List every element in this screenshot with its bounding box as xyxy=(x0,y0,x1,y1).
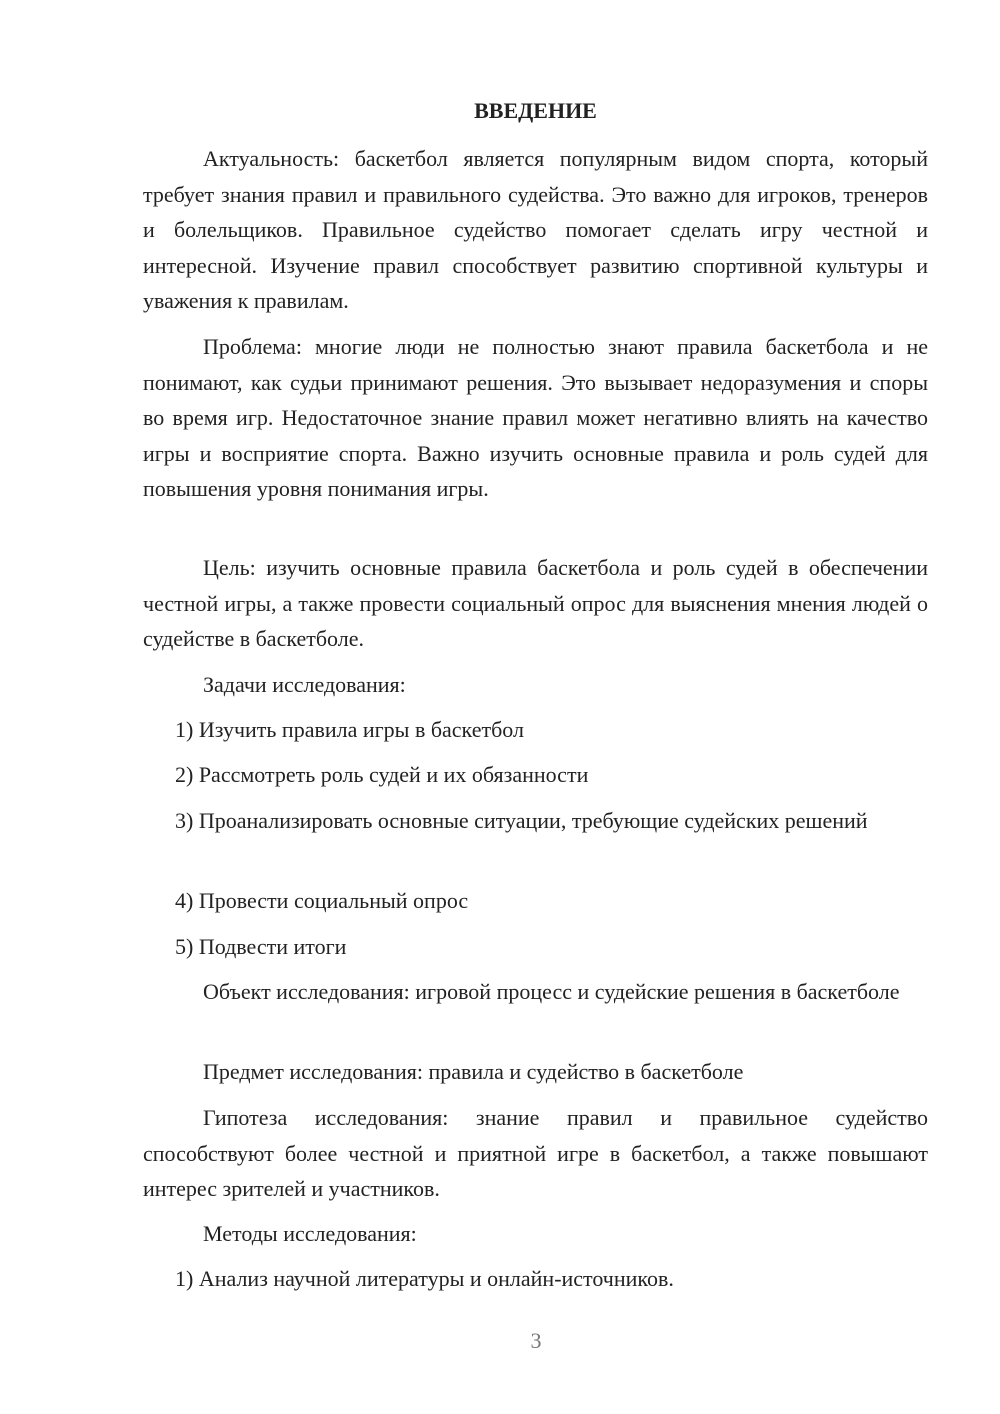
task-item: 1) Изучить правила игры в баскетбол xyxy=(175,717,524,742)
subject-paragraph: Предмет исследования: правила и судейство в баскетболе xyxy=(203,1059,744,1084)
object-paragraph: Объект исследования: игровой процесс и судейские решения в баскетболе xyxy=(203,979,900,1004)
problem-paragraph: Проблема: многие люди не полностью знают правила баскетбола и не понимают, как судьи принимают решения. Это вызывает недоразумения и споры во время игр. Недостаточное знание правил может негативно влиять на качество игры и восприятие спорта. Важно изучить основные правила и роль судей для повышения уровня понимания игры. xyxy=(143,334,928,501)
method-item: 1) Анализ научной литературы и онлайн-источников. xyxy=(175,1266,674,1291)
task-item: 4) Провести социальный опрос xyxy=(175,888,469,913)
task-item: 2) Рассмотреть роль судей и их обязанности xyxy=(175,762,589,787)
task-item: 5) Подвести итоги xyxy=(175,934,347,959)
methods-title: Методы исследования: xyxy=(203,1221,417,1246)
page-number: 3 xyxy=(530,1328,542,1353)
goal-paragraph: Цель: изучить основные правила баскетбола и роль судей в обеспечении честной игры, а также провести социальный опрос для выяснения мнения людей о судействе в баскетболе. xyxy=(143,555,928,651)
section-heading: ВВЕДЕНИЕ xyxy=(474,98,597,123)
relevance-paragraph: Актуальность: баскетбол является популярным видом спорта, который требует знания правил и правильного судейства. Это важно для игроков, тренеров и болельщиков. Правильное судейство помогает сделать игру честной и интересной. Изучение правил способствует развитию спортивной культуры и уважения к правилам. xyxy=(143,146,928,313)
task-item: 3) Проанализировать основные ситуации, требующие судейских решений xyxy=(175,808,868,833)
tasks-title: Задачи исследования: xyxy=(203,672,406,697)
hypothesis-paragraph: Гипотеза исследования: знание правил и правильное судейство способствуют более честной и приятной игре в баскетбол, а также повышают интерес зрителей и участников. xyxy=(143,1105,928,1201)
